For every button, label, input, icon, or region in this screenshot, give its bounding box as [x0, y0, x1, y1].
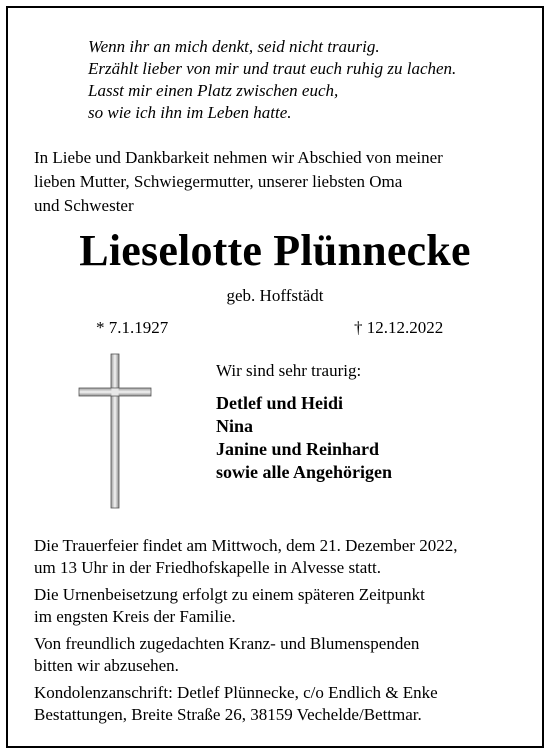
- cross-icon: [76, 352, 156, 512]
- detail-line: bitten wir abzusehen.: [34, 656, 179, 675]
- death-date: † 12.12.2022: [354, 318, 444, 337]
- mourners-intro: Wir sind sehr traurig:: [216, 361, 362, 380]
- birth-date: * 7.1.1927: [96, 318, 169, 337]
- mourners-list: [216, 392, 392, 484]
- funeral-details: [34, 530, 457, 731]
- intro-text: [34, 146, 443, 218]
- cross-icon-graphic: [76, 352, 156, 512]
- poem: [88, 36, 456, 124]
- poem-line: so wie ich ihn im Leben hatte.: [88, 103, 292, 122]
- intro-line: und Schwester: [34, 196, 134, 215]
- mourner-entry: sowie alle Angehörigen: [216, 462, 392, 482]
- detail-line: im engsten Kreis der Familie.: [34, 607, 236, 626]
- mourner-entry: Janine und Reinhard: [216, 439, 380, 459]
- poem-line: Wenn ihr an mich denkt, seid nicht traurig.: [88, 37, 380, 56]
- deceased-name: Lieselotte Plünnecke: [79, 226, 471, 275]
- detail-line: Von freundlich zugedachten Kranz- und Blumenspenden: [34, 634, 420, 653]
- detail-line: Kondolenzanschrift: Detlef Plünnecke, c/o Endlich & Enke: [34, 683, 438, 702]
- intro-line: lieben Mutter, Schwiegermutter, unserer liebsten Oma: [34, 172, 403, 191]
- poem-line: Lasst mir einen Platz zwischen euch,: [88, 81, 339, 100]
- detail-line: Die Urnenbeisetzung erfolgt zu einem späteren Zeitpunkt: [34, 585, 425, 604]
- detail-line: um 13 Uhr in der Friedhofskapelle in Alvesse statt.: [34, 558, 382, 577]
- detail-line: Die Trauerfeier findet am Mittwoch, dem 21. Dezember 2022,: [34, 536, 458, 555]
- poem-line: Erzählt lieber von mir und traut euch ruhig zu lachen.: [88, 59, 457, 78]
- maiden-name: geb. Hoffstädt: [226, 286, 324, 305]
- intro-line: In Liebe und Dankbarkeit nehmen wir Abschied von meiner: [34, 148, 443, 167]
- mourner-entry: Detlef und Heidi: [216, 393, 344, 413]
- detail-line: Bestattungen, Breite Straße 26, 38159 Vechelde/Bettmar.: [34, 705, 422, 724]
- mourner-entry: Nina: [216, 416, 254, 436]
